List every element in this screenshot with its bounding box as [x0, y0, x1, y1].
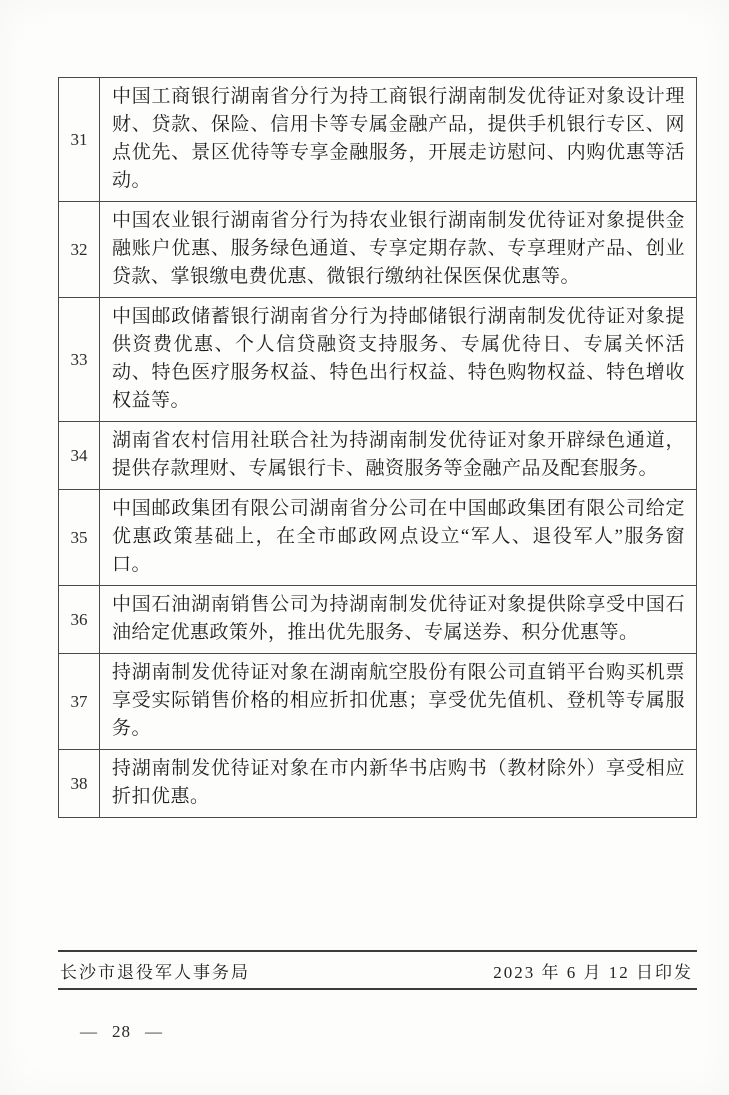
table-row-31 — [59, 78, 697, 202]
table-row-35 — [59, 490, 697, 586]
row-number: 36 — [59, 586, 100, 654]
table-row-32 — [59, 202, 697, 298]
table-row-34 — [59, 422, 697, 490]
print-date: 2023 年 6 月 12 日印发 — [493, 962, 693, 982]
benefits-table — [58, 77, 697, 818]
page-number — [80, 1022, 163, 1042]
row-text: 湖南省农村信用社联合社为持湖南制发优待证对象开辟绿色通道，提供存款理财、专属银行卡、融资服务等金融产品及配套服务。 — [100, 422, 697, 490]
row-text: 持湖南制发优待证对象在湖南航空股份有限公司直销平台购买机票享受实际销售价格的相应折扣优惠；享受优先值机、登机等专属服务。 — [100, 654, 697, 750]
row-number: 38 — [59, 750, 100, 818]
row-number: 32 — [59, 202, 100, 298]
row-number: 37 — [59, 654, 100, 750]
row-text: 中国农业银行湖南省分行为持农业银行湖南制发优待证对象提供金融账户优惠、服务绿色通道、专享定期存款、专享理财产品、创业贷款、掌银缴电费优惠、微银行缴纳社保医保优惠等。 — [100, 202, 697, 298]
row-text: 持湖南制发优待证对象在市内新华书店购书（教材除外）享受相应折扣优惠。 — [100, 750, 697, 818]
page-number-dash-left: — — [80, 1022, 98, 1041]
row-number: 33 — [59, 298, 100, 422]
row-number: 31 — [59, 78, 100, 202]
page-number-dash-right: — — [145, 1022, 163, 1041]
document-footer — [58, 950, 697, 990]
table-row-37 — [59, 654, 697, 750]
table-row-33 — [59, 298, 697, 422]
benefits-table-body — [59, 78, 697, 818]
footer-divider-bottom — [58, 988, 697, 990]
table-row-36 — [59, 586, 697, 654]
issuing-agency: 长沙市退役军人事务局 — [60, 962, 250, 982]
table-row-38 — [59, 750, 697, 818]
page-number-value: 28 — [112, 1022, 131, 1041]
footer-imprint-row — [58, 952, 697, 988]
row-text: 中国邮政储蓄银行湖南省分行为持邮储银行湖南制发优待证对象提供资费优惠、个人信贷融资支持服务、专属优待日、专属关怀活动、特色医疗服务权益、特色出行权益、特色购物权益、特色增收权益等。 — [100, 298, 697, 422]
row-text: 中国石油湖南销售公司为持湖南制发优待证对象提供除享受中国石油给定优惠政策外，推出优先服务、专属送券、积分优惠等。 — [100, 586, 697, 654]
row-number: 35 — [59, 490, 100, 586]
row-text: 中国邮政集团有限公司湖南省分公司在中国邮政集团有限公司给定优惠政策基础上，在全市邮政网点设立“军人、退役军人”服务窗口。 — [100, 490, 697, 586]
row-text: 中国工商银行湖南省分行为持工商银行湖南制发优待证对象设计理财、贷款、保险、信用卡等专属金融产品，提供手机银行专区、网点优先、景区优待等专享金融服务，开展走访慰问、内购优惠等活动。 — [100, 78, 697, 202]
row-number: 34 — [59, 422, 100, 490]
